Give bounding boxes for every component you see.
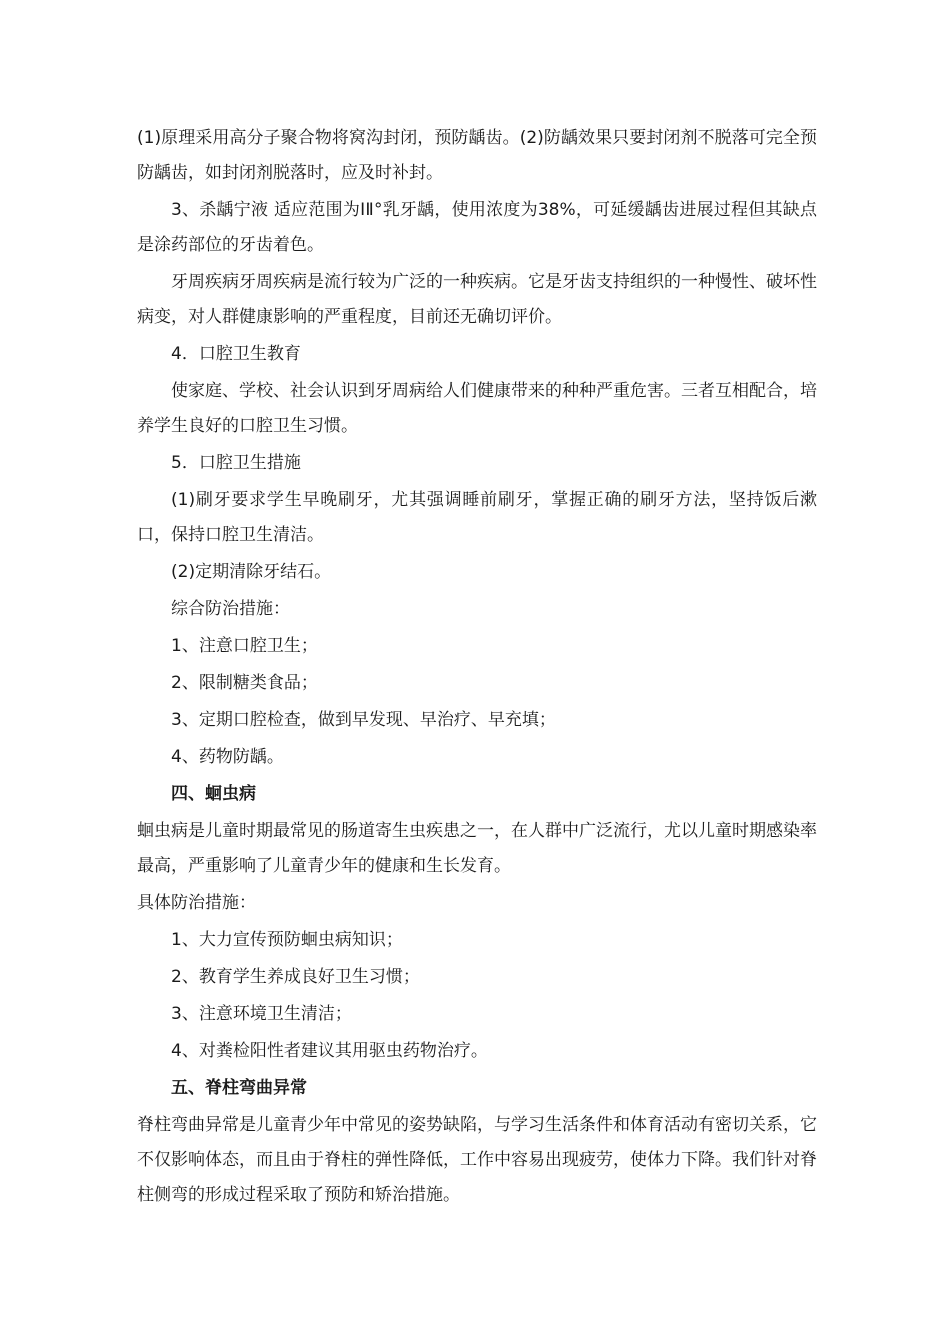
paragraph: 2、教育学生养成良好卫生习惯； xyxy=(171,967,420,987)
paragraph: 4．口腔卫生教育 xyxy=(171,344,301,364)
document-page xyxy=(137,121,817,1213)
section-heading: 四、蛔虫病 xyxy=(171,784,256,804)
paragraph: 具体防治措施： xyxy=(137,893,256,913)
paragraph: 脊柱弯曲异常是儿童青少年中常见的姿势缺陷，与学习生活条件和体育活动有密切关系，它不仅影响体态，而且由于脊柱的弹性降低，工作中容易出现疲劳，使体力下降。我们针对脊柱侧弯的形成过程采取了预防和矫治措施。 xyxy=(137,1115,817,1205)
section-heading: 五、脊柱弯曲异常 xyxy=(171,1078,307,1098)
paragraph: 使家庭、学校、社会认识到牙周病给人们健康带来的种种严重危害。三者互相配合，培养学生良好的口腔卫生习惯。 xyxy=(137,381,817,436)
paragraph: (1)刷牙要求学生早晚刷牙，尤其强调睡前刷牙，掌握正确的刷牙方法，坚持饭后漱口，保持口腔卫生清洁。 xyxy=(137,490,817,545)
paragraph: 4、对粪检阳性者建议其用驱虫药物治疗。 xyxy=(171,1041,488,1061)
paragraph: 2、限制糖类食品； xyxy=(171,673,318,693)
paragraph: 牙周疾病牙周疾病是流行较为广泛的一种疾病。它是牙齿支持组织的一种慢性、破坏性病变，对人群健康影响的严重程度，目前还无确切评价。 xyxy=(137,272,817,327)
paragraph: 1、注意口腔卫生； xyxy=(171,636,318,656)
paragraph: 1、大力宣传预防蛔虫病知识； xyxy=(171,930,403,950)
paragraph: 4、药物防龋。 xyxy=(171,747,284,767)
paragraph: (1)原理采用高分子聚合物将窝沟封闭，预防龋齿。(2)防龋效果只要封闭剂不脱落可完全预防龋齿，如封闭剂脱落时，应及时补封。 xyxy=(137,128,817,183)
paragraph: 蛔虫病是儿童时期最常见的肠道寄生虫疾患之一，在人群中广泛流行，尤以儿童时期感染率最高，严重影响了儿童青少年的健康和生长发育。 xyxy=(137,821,817,876)
paragraph: 5．口腔卫生措施 xyxy=(171,453,301,473)
paragraph: 3、定期口腔检查，做到早发现、早治疗、早充填； xyxy=(171,710,556,730)
paragraph: 3、注意环境卫生清洁； xyxy=(171,1004,352,1024)
paragraph: 3、杀龋宁液 适应范围为ⅠⅡ°乳牙龋，使用浓度为38%，可延缓龋齿进展过程但其缺点是涂药部位的牙齿着色。 xyxy=(137,200,817,255)
paragraph: 综合防治措施： xyxy=(171,599,290,619)
paragraph: (2)定期清除牙结石。 xyxy=(171,562,332,582)
